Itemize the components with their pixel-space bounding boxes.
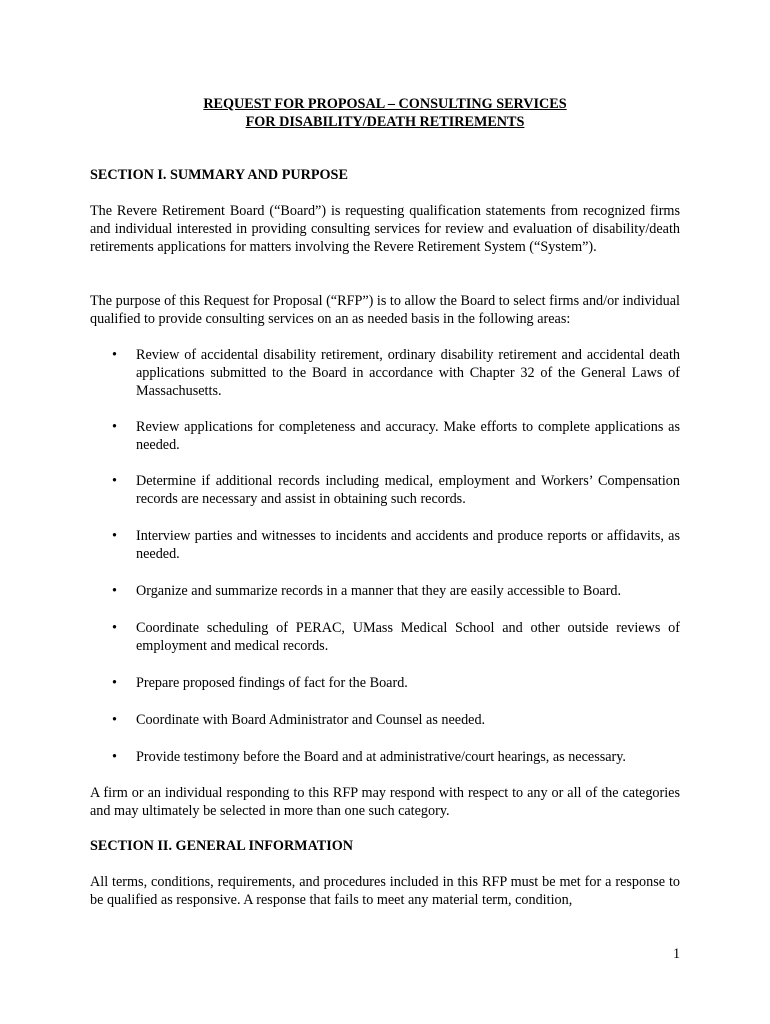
bullet-icon: • [112,419,117,435]
list-item-text: Prepare proposed findings of fact for the Board. [136,675,408,691]
list-item-text: Review applications for completeness and accuracy. Make efforts to complete applications as needed. [136,419,680,453]
section-1-heading: SECTION I. SUMMARY AND PURPOSE [90,167,348,183]
bullet-icon: • [112,675,117,691]
list-item-text: Coordinate scheduling of PERAC, UMass Medical School and other outside reviews of employment and medical records. [136,620,680,654]
document-title-line-2: FOR DISABILITY/DEATH RETIREMENTS [245,114,525,130]
list-item-text: Provide testimony before the Board and at administrative/court hearings, as necessary. [136,749,626,765]
page-number: 1 [673,946,681,962]
list-item-text: Review of accidental disability retirement, ordinary disability retirement and accidental death applications submitted to the Board in accordance with Chapter 32 of the General Laws of Massachusetts. [136,347,680,399]
bullet-icon: • [112,528,117,544]
list-item-text: Coordinate with Board Administrator and Counsel as needed. [136,712,486,728]
section-1-paragraph-1: The Revere Retirement Board (“Board”) is requesting qualification statements from recognized firms and individual interested in providing consulting services for review and evaluation of disability/death retirements applications for matters involving the Revere Retirement System (“System”). [90,203,680,255]
bullet-icon: • [112,712,117,728]
section-2-paragraph-1: All terms, conditions, requirements, and procedures included in this RFP must be met for a response to be qualified as responsive. A response that fails to meet any material term, condition, [90,874,680,908]
bullet-icon: • [112,749,117,765]
list-item-text: Organize and summarize records in a manner that they are easily accessible to Board. [136,583,622,599]
bullet-icon: • [112,347,117,363]
list-item-text: Determine if additional records including medical, employment and Workers’ Compensation records are necessary and assist in obtaining such records. [136,473,680,507]
bullet-icon: • [112,583,117,599]
section-2-heading: SECTION II. GENERAL INFORMATION [90,838,354,854]
section-1-paragraph-3: A firm or an individual responding to this RFP may respond with respect to any or all of the categories and may ultimately be selected in more than one such category. [90,785,680,819]
document-title-line-1: REQUEST FOR PROPOSAL – CONSULTING SERVICES [203,96,567,112]
list-item-text: Interview parties and witnesses to incidents and accidents and produce reports or affidavits, as needed. [136,528,680,562]
bullet-icon: • [112,473,117,489]
bullet-icon: • [112,620,117,636]
section-1-paragraph-2: The purpose of this Request for Proposal (“RFP”) is to allow the Board to select firms and/or individual qualified to provide consulting services on an as needed basis in the following areas: [90,293,680,327]
